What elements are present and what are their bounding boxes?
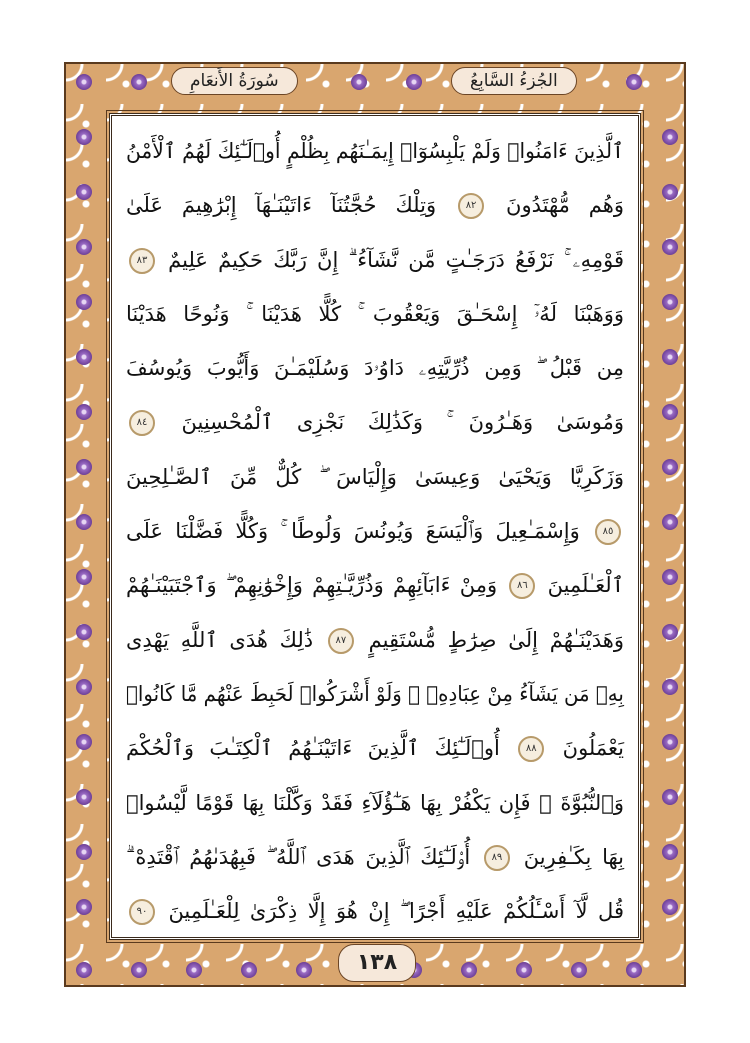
flower-ornament-icon [241, 962, 257, 978]
flower-ornament-icon [76, 349, 92, 365]
flower-ornament-icon [76, 184, 92, 200]
verse-line-content [126, 233, 624, 287]
verse-line [126, 721, 624, 775]
flower-ornament-icon [76, 899, 92, 915]
flower-ornament-icon [76, 962, 92, 978]
verse-line [126, 558, 624, 612]
flower-ornament-icon [571, 962, 587, 978]
flower-ornament-icon [662, 349, 678, 365]
verse-line-content [126, 776, 624, 830]
flower-ornament-icon [76, 129, 92, 145]
verse-text: ٱلَّذِينَ ءَامَنُوا۟ وَلَمْ يَلْبِسُوٓا۟ إِيمَـٰنَهُم بِظُلْمٍ أُو۟لَـٰٓئِكَ لَهُمُ ٱلْأَمْنُ [126, 139, 624, 163]
ornamental-page-border [64, 62, 686, 987]
flower-ornament-icon [662, 459, 678, 475]
verse-text: وَمِنْ ءَابَآئِهِمْ وَذُرِّيَّـٰتِهِمْ وَإِخْوَٰنِهِمْ ۖ وَٱجْتَبَيْنَـٰهُمْ [126, 573, 498, 598]
verse-text: بِهِۦ مَن يَشَآءُ مِنْ عِبَادِهِۦ ۚ وَلَوْ أَشْرَكُوا۟ لَحَبِطَ عَنْهُم مَّا كَانُوا۟ [126, 681, 624, 706]
verse-line-content [126, 178, 624, 232]
verse-line-content [126, 504, 624, 558]
flower-ornament-icon [76, 569, 92, 585]
verse-line-content [126, 667, 624, 721]
flower-ornament-icon [662, 844, 678, 860]
flower-ornament-icon [662, 514, 678, 530]
verse-line-content [126, 341, 624, 395]
flower-ornament-icon [662, 624, 678, 640]
verse-text: وَوَهَبْنَا لَهُۥٓ إِسْحَـٰقَ وَيَعْقُوبَ ۚ كُلًّا هَدَيْنَا ۚ وَنُوحًا هَدَيْنَا [126, 301, 624, 326]
flower-ornament-icon [186, 962, 202, 978]
flower-ornament-icon [76, 679, 92, 695]
verse-lines [126, 124, 624, 938]
verse-line-content [126, 884, 624, 938]
flower-ornament-icon [626, 962, 642, 978]
verse-line [126, 613, 624, 667]
verse-text: وَزَكَرِيَّا وَيَحْيَىٰ وَعِيسَىٰ وَإِلْيَاسَ ۖ كُلٌّ مِّنَ ٱلصَّـٰلِحِينَ [126, 464, 624, 489]
ayah-number-marker: ٨٧ [328, 628, 354, 654]
surah-label: سُورَةُ الأَنعَامِ [171, 67, 298, 95]
text-area [109, 113, 641, 940]
verse-line [126, 287, 624, 341]
flower-ornament-icon [461, 962, 477, 978]
flower-ornament-icon [662, 404, 678, 420]
flower-ornament-icon [662, 184, 678, 200]
verse-line [126, 450, 624, 504]
verse-line-content [126, 721, 624, 775]
flower-ornament-icon [76, 239, 92, 255]
verse-line [126, 884, 624, 938]
flower-ornament-icon [76, 734, 92, 750]
flower-ornament-icon [662, 679, 678, 695]
ayah-number-marker: ٨٢ [458, 193, 484, 219]
flower-ornament-icon [76, 624, 92, 640]
flower-ornament-icon [662, 734, 678, 750]
flower-ornament-icon [76, 789, 92, 805]
verse-text: ذَٰلِكَ هُدَى ٱللَّهِ يَهْدِى [126, 627, 314, 652]
flower-ornament-icon [76, 844, 92, 860]
verse-text: وَإِسْمَـٰعِيلَ وَٱلْيَسَعَ وَيُونُسَ وَلُوطًا ۚ وَكُلًّا فَضَّلْنَا عَلَى [126, 519, 580, 544]
ayah-number-marker: ٨٨ [518, 736, 544, 762]
ayah-number-marker: ٨٣ [129, 248, 155, 274]
verse-text: ٱلْعَـٰلَمِينَ [547, 573, 624, 598]
verse-line-content [126, 124, 624, 178]
flower-ornament-icon [296, 962, 312, 978]
ayah-number-marker: ٩٠ [129, 899, 155, 925]
verse-line [126, 178, 624, 232]
verse-line [126, 395, 624, 449]
flower-ornament-icon [516, 962, 532, 978]
flower-ornament-icon [662, 294, 678, 310]
flower-ornament-icon [662, 569, 678, 585]
flower-ornament-icon [662, 789, 678, 805]
flower-ornament-icon [76, 404, 92, 420]
verse-text: وَٱلنُّبُوَّةَ ۚ فَإِن يَكْفُرْ بِهَا هَـٰٓؤُلَآءِ فَقَدْ وَكَّلْنَا بِهَا قَوْمًا لَّيْسُوا۟ [126, 790, 624, 815]
verse-text: وَهُم مُّهْتَدُونَ [506, 193, 624, 218]
flower-ornament-icon [76, 294, 92, 310]
verse-line [126, 233, 624, 287]
flower-ornament-icon [131, 962, 147, 978]
verse-line [126, 830, 624, 884]
verse-text: أُو۟لَـٰٓئِكَ ٱلَّذِينَ ءَاتَيْنَـٰهُمُ ٱلْكِتَـٰبَ وَٱلْحُكْمَ [126, 736, 500, 761]
verse-text: قُل لَّآ أَسْـَٔلُكُمْ عَلَيْهِ أَجْرًا ۖ إِنْ هُوَ إِلَّا ذِكْرَىٰ لِلْعَـٰلَمِينَ [168, 899, 624, 924]
juz-label: الجُزءُ السَّابِعُ [451, 67, 577, 95]
verse-line [126, 341, 624, 395]
verse-line [126, 776, 624, 830]
ayah-number-marker: ٨٥ [595, 519, 621, 545]
verse-line [126, 667, 624, 721]
page-number: ١٣٨ [338, 944, 416, 982]
verse-text: وَمُوسَىٰ وَهَـٰرُونَ ۚ وَكَذَٰلِكَ نَجْزِى ٱلْمُحْسِنِينَ [181, 410, 624, 435]
ayah-number-marker: ٨٩ [484, 845, 510, 871]
ayah-number-marker: ٨٤ [129, 410, 155, 436]
verse-line-content [126, 287, 624, 341]
verse-text: قَوْمِهِۦ ۚ نَرْفَعُ دَرَجَـٰتٍ مَّن نَّشَآءُ ۗ إِنَّ رَبَّكَ حَكِيمٌ عَلِيمٌ [168, 247, 624, 272]
flower-ornament-icon [662, 129, 678, 145]
verse-line-content [126, 558, 624, 612]
verse-text: مِن قَبْلُ ۖ وَمِن ذُرِّيَّتِهِۦ دَاوُۥدَ وَسُلَيْمَـٰنَ وَأَيُّوبَ وَيُوسُفَ [126, 356, 624, 381]
flower-ornament-icon [76, 514, 92, 530]
verse-text: وَتِلْكَ حُجَّتُنَآ ءَاتَيْنَـٰهَآ إِبْرَٰهِيمَ عَلَىٰ [126, 193, 437, 218]
verse-text: يَعْمَلُونَ [562, 736, 624, 761]
flower-ornament-icon [76, 459, 92, 475]
verse-line [126, 124, 624, 178]
verse-text: أُو۟لَـٰٓئِكَ ٱلَّذِينَ هَدَى ٱللَّهُ ۖ فَبِهُدَىٰهُمُ ٱقْتَدِهْ ۗ [126, 844, 471, 869]
verse-line [126, 504, 624, 558]
header-band [66, 64, 684, 98]
verse-line-content [126, 613, 624, 667]
verse-line-content [126, 450, 624, 504]
flower-ornament-icon [662, 899, 678, 915]
ayah-number-marker: ٨٦ [509, 573, 535, 599]
flower-ornament-icon [662, 239, 678, 255]
verse-line-content [126, 395, 624, 449]
verse-text: بِهَا بِكَـٰفِرِينَ [523, 844, 625, 869]
verse-text: وَهَدَيْنَـٰهُمْ إِلَىٰ صِرَٰطٍ مُّسْتَقِيمٍ [368, 627, 624, 652]
verse-line-content [126, 830, 624, 884]
